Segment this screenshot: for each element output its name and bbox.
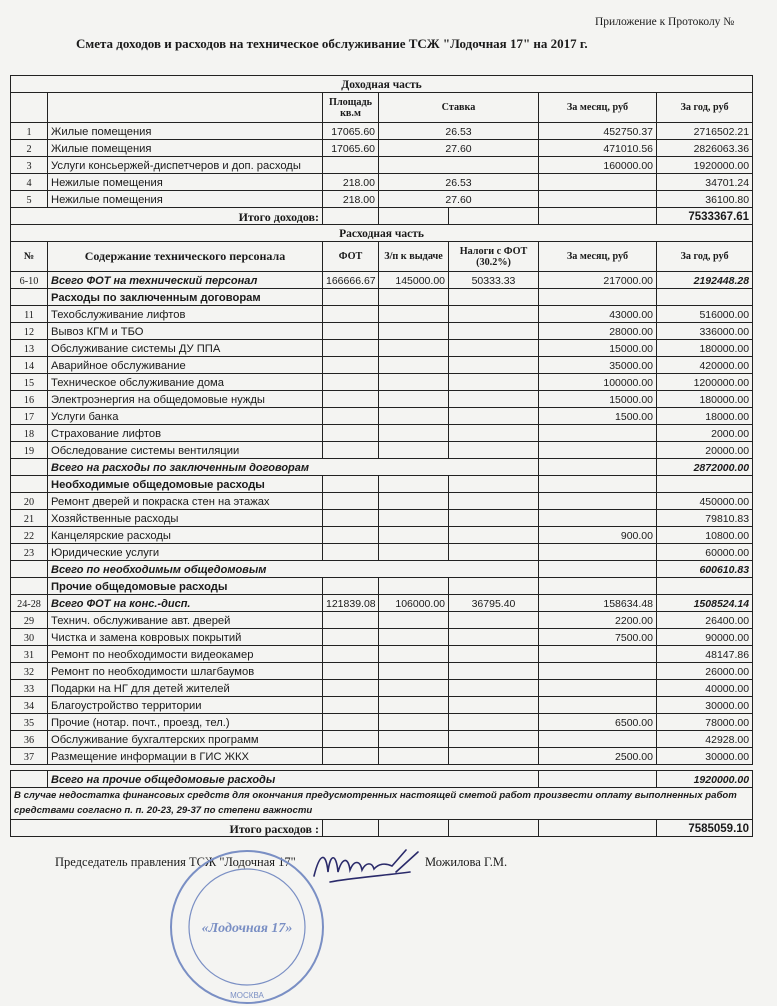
contracts-total-label: Всего на расходы по заключенным договорам — [48, 459, 539, 476]
row-rate: 26.53 — [379, 174, 539, 191]
contracts-total-row — [11, 459, 753, 476]
budget-table-body — [11, 76, 753, 837]
contract-row — [11, 442, 753, 459]
other-total-row — [11, 771, 753, 788]
row-year: 20000.00 — [657, 442, 753, 459]
row-name: Услуги банка — [48, 408, 323, 425]
row-month — [539, 731, 657, 748]
row-year: 90000.00 — [657, 629, 753, 646]
row-number: 4 — [11, 174, 48, 191]
row-year: 18000.00 — [657, 408, 753, 425]
contracts-title-row — [11, 289, 753, 306]
expense-total-value: 7585059.10 — [657, 820, 753, 837]
row-year: 2192448.28 — [657, 272, 753, 289]
other-row — [11, 612, 753, 629]
expense-section-title: Расходная часть — [11, 225, 753, 242]
row-name: Жилые помещения — [48, 123, 323, 140]
row-number: 19 — [11, 442, 48, 459]
expense-header-salary: З/п к выдаче — [379, 242, 449, 272]
row-year: 26000.00 — [657, 663, 753, 680]
contracts-title: Расходы по заключенным договорам — [48, 289, 323, 306]
row-name: Обслуживание системы ДУ ППА — [48, 340, 323, 357]
row-month — [539, 646, 657, 663]
row-year: 30000.00 — [657, 748, 753, 765]
row-month — [539, 680, 657, 697]
other-title-row — [11, 578, 753, 595]
row-name: Страхование лифтов — [48, 425, 323, 442]
row-name: Аварийное обслуживание — [48, 357, 323, 374]
row-month — [539, 442, 657, 459]
row-month — [539, 191, 657, 208]
row-name: Хозяйственные расходы — [48, 510, 323, 527]
row-number: 34 — [11, 697, 48, 714]
income-header-row — [11, 93, 753, 123]
row-salary: 106000.00 — [379, 595, 449, 612]
row-month: 7500.00 — [539, 629, 657, 646]
row-month — [539, 663, 657, 680]
row-area: 17065.60 — [323, 123, 379, 140]
row-number: 11 — [11, 306, 48, 323]
row-name: Канцелярские расходы — [48, 527, 323, 544]
income-section-title: Доходная часть — [11, 76, 753, 93]
other-total-value: 1920000.00 — [657, 771, 753, 788]
row-tax: 50333.33 — [449, 272, 539, 289]
document-title: Смета доходов и расходов на техническое обслуживание ТСЖ "Лодочная 17" на 2017 г. — [76, 36, 588, 51]
contract-row — [11, 323, 753, 340]
row-month — [539, 697, 657, 714]
row-number: 31 — [11, 646, 48, 663]
other-title: Прочие общедомовые расходы — [48, 578, 323, 595]
contract-row — [11, 391, 753, 408]
row-rate: 26.53 — [379, 123, 539, 140]
row-rate: 27.60 — [379, 191, 539, 208]
row-area: 218.00 — [323, 174, 379, 191]
row-number: 5 — [11, 191, 48, 208]
row-month: 452750.37 — [539, 123, 657, 140]
contract-row — [11, 357, 753, 374]
row-month: 28000.00 — [539, 323, 657, 340]
row-name: Подарки на НГ для детей жителей — [48, 680, 323, 697]
row-name: Чистка и замена ковровых покрытий — [48, 629, 323, 646]
row-number: 36 — [11, 731, 48, 748]
row-month: 35000.00 — [539, 357, 657, 374]
row-name: Всего ФОТ на конс.-дисп. — [48, 595, 323, 612]
contract-row — [11, 425, 753, 442]
staff-row — [11, 272, 753, 289]
row-name: Ремонт по необходимости видеокамер — [48, 646, 323, 663]
income-total-value: 7533367.61 — [657, 208, 753, 225]
row-month: 160000.00 — [539, 157, 657, 174]
income-row — [11, 123, 753, 140]
row-name: Вывоз КГМ и ТБО — [48, 323, 323, 340]
row-month: 158634.48 — [539, 595, 657, 612]
expense-section-row — [11, 225, 753, 242]
expense-header-fot: ФОТ — [323, 242, 379, 272]
row-month — [539, 425, 657, 442]
row-month: 100000.00 — [539, 374, 657, 391]
row-month — [539, 544, 657, 561]
income-row — [11, 174, 753, 191]
row-month — [539, 493, 657, 510]
row-name: Всего ФОТ на технический персонал — [48, 272, 323, 289]
income-row — [11, 157, 753, 174]
row-number: 15 — [11, 374, 48, 391]
contracts-total-value: 2872000.00 — [657, 459, 753, 476]
row-name: Прочие (нотар. почт., проезд, тел.) — [48, 714, 323, 731]
row-month: 900.00 — [539, 527, 657, 544]
necessary-total-label: Всего по необходимым общедомовым — [48, 561, 539, 578]
income-row — [11, 140, 753, 157]
row-month: 2500.00 — [539, 748, 657, 765]
expense-total-label: Итого расходов : — [11, 820, 323, 837]
row-name: Техническое обслуживание дома — [48, 374, 323, 391]
budget-table — [10, 75, 753, 837]
other-row — [11, 680, 753, 697]
concierge-row — [11, 595, 753, 612]
row-number: 12 — [11, 323, 48, 340]
row-month: 15000.00 — [539, 340, 657, 357]
row-name: Благоустройство территории — [48, 697, 323, 714]
row-number: 13 — [11, 340, 48, 357]
chairman-name: Можилова Г.М. — [425, 855, 508, 869]
necessary-total-value: 600610.83 — [657, 561, 753, 578]
contract-row — [11, 374, 753, 391]
row-year: 1200000.00 — [657, 374, 753, 391]
other-row — [11, 748, 753, 765]
necessary-row — [11, 544, 753, 561]
row-month: 2200.00 — [539, 612, 657, 629]
row-name: Ремонт дверей и покраска стен на этажах — [48, 493, 323, 510]
row-number: 29 — [11, 612, 48, 629]
row-number: 35 — [11, 714, 48, 731]
row-area — [323, 157, 379, 174]
row-year: 30000.00 — [657, 697, 753, 714]
row-salary: 145000.00 — [379, 272, 449, 289]
row-number: 33 — [11, 680, 48, 697]
row-year: 2716502.21 — [657, 123, 753, 140]
row-name: Обследование системы вентиляции — [48, 442, 323, 459]
other-row — [11, 714, 753, 731]
row-month: 217000.00 — [539, 272, 657, 289]
row-year: 516000.00 — [657, 306, 753, 323]
expense-total-row — [11, 820, 753, 837]
income-header-area: Площадь кв.м — [323, 93, 379, 123]
other-row — [11, 731, 753, 748]
row-year: 450000.00 — [657, 493, 753, 510]
note-row — [11, 788, 753, 820]
other-row — [11, 629, 753, 646]
income-section-row — [11, 76, 753, 93]
contract-row — [11, 306, 753, 323]
row-area: 218.00 — [323, 191, 379, 208]
shortfall-note: В случае недостатка финансовых средств для окончания предусмотренных настоящей сметой работ произвести оплату выполненных работ средствами согласно п. п. 20-23, 29-37 по степени важности — [11, 788, 753, 820]
contract-row — [11, 408, 753, 425]
row-year: 1508524.14 — [657, 595, 753, 612]
row-name: Размещение информации в ГИС ЖКХ — [48, 748, 323, 765]
row-year: 2000.00 — [657, 425, 753, 442]
row-number: 24-28 — [11, 595, 48, 612]
row-name: Услуги консьержей-диспетчеров и доп. расходы — [48, 157, 323, 174]
row-number: 18 — [11, 425, 48, 442]
income-header-year: За год, руб — [657, 93, 753, 123]
row-name: Технич. обслуживание авт. дверей — [48, 612, 323, 629]
row-number: 20 — [11, 493, 48, 510]
row-fot: 121839.08 — [323, 595, 379, 612]
row-number: 32 — [11, 663, 48, 680]
row-number: 2 — [11, 140, 48, 157]
necessary-title: Необходимые общедомовые расходы — [48, 476, 323, 493]
row-year: 34701.24 — [657, 174, 753, 191]
row-year: 180000.00 — [657, 340, 753, 357]
row-name: Техобслуживание лифтов — [48, 306, 323, 323]
row-name: Жилые помещения — [48, 140, 323, 157]
other-total-label: Всего на прочие общедомовые расходы — [48, 771, 539, 788]
handwritten-signature — [310, 842, 425, 890]
row-year: 10800.00 — [657, 527, 753, 544]
row-year: 78000.00 — [657, 714, 753, 731]
expense-header-no: № — [11, 242, 48, 272]
row-year: 420000.00 — [657, 357, 753, 374]
row-name: Нежилые помещения — [48, 191, 323, 208]
expense-header-tax: Налоги с ФОТ (30.2%) — [449, 242, 539, 272]
other-row — [11, 697, 753, 714]
row-number: 30 — [11, 629, 48, 646]
row-number: 37 — [11, 748, 48, 765]
row-tax: 36795.40 — [449, 595, 539, 612]
necessary-row — [11, 493, 753, 510]
row-number: 3 — [11, 157, 48, 174]
row-number: 16 — [11, 391, 48, 408]
contract-row — [11, 340, 753, 357]
chairman-role: Председатель правления ТСЖ "Лодочная 17" — [55, 855, 296, 869]
expense-header-row — [11, 242, 753, 272]
income-total-label: Итого доходов: — [11, 208, 323, 225]
row-month: 1500.00 — [539, 408, 657, 425]
necessary-total-row — [11, 561, 753, 578]
row-name: Обслуживание бухгалтерских программ — [48, 731, 323, 748]
necessary-row — [11, 510, 753, 527]
row-number: 1 — [11, 123, 48, 140]
row-number: 23 — [11, 544, 48, 561]
row-month: 43000.00 — [539, 306, 657, 323]
row-year: 48147.86 — [657, 646, 753, 663]
row-year: 180000.00 — [657, 391, 753, 408]
row-year: 79810.83 — [657, 510, 753, 527]
row-rate: 27.60 — [379, 140, 539, 157]
stamp-city: МОСКВА — [230, 991, 264, 1000]
necessary-title-row — [11, 476, 753, 493]
expense-header-month: За месяц, руб — [539, 242, 657, 272]
row-month: 6500.00 — [539, 714, 657, 731]
row-number: 6-10 — [11, 272, 48, 289]
row-name: Электроэнергия на общедомовые нужды — [48, 391, 323, 408]
income-total-row — [11, 208, 753, 225]
row-fot: 166666.67 — [323, 272, 379, 289]
income-row — [11, 191, 753, 208]
expense-header-year: За год, руб — [657, 242, 753, 272]
row-year: 336000.00 — [657, 323, 753, 340]
row-number: 21 — [11, 510, 48, 527]
other-row — [11, 646, 753, 663]
row-name: Ремонт по необходимости шлагбаумов — [48, 663, 323, 680]
income-header-rate: Ставка — [379, 93, 539, 123]
row-year: 60000.00 — [657, 544, 753, 561]
expense-header-content: Содержание технического персонала — [48, 242, 323, 272]
row-name: Юридические услуги — [48, 544, 323, 561]
row-rate — [379, 157, 539, 174]
row-year: 42928.00 — [657, 731, 753, 748]
row-year: 40000.00 — [657, 680, 753, 697]
row-month — [539, 174, 657, 191]
row-year: 36100.80 — [657, 191, 753, 208]
row-name: Нежилые помещения — [48, 174, 323, 191]
row-number: 22 — [11, 527, 48, 544]
row-year: 1920000.00 — [657, 157, 753, 174]
row-number: 17 — [11, 408, 48, 425]
appendix-label: Приложение к Протоколу № — [595, 16, 735, 28]
income-header-month: За месяц, руб — [539, 93, 657, 123]
round-stamp — [168, 848, 326, 1006]
row-month — [539, 510, 657, 527]
row-year: 2826063.36 — [657, 140, 753, 157]
row-month: 471010.56 — [539, 140, 657, 157]
row-month: 15000.00 — [539, 391, 657, 408]
row-area: 17065.60 — [323, 140, 379, 157]
row-number: 14 — [11, 357, 48, 374]
stamp-text: «Лодочная 17» — [201, 921, 293, 936]
necessary-row — [11, 527, 753, 544]
row-year: 26400.00 — [657, 612, 753, 629]
other-row — [11, 663, 753, 680]
